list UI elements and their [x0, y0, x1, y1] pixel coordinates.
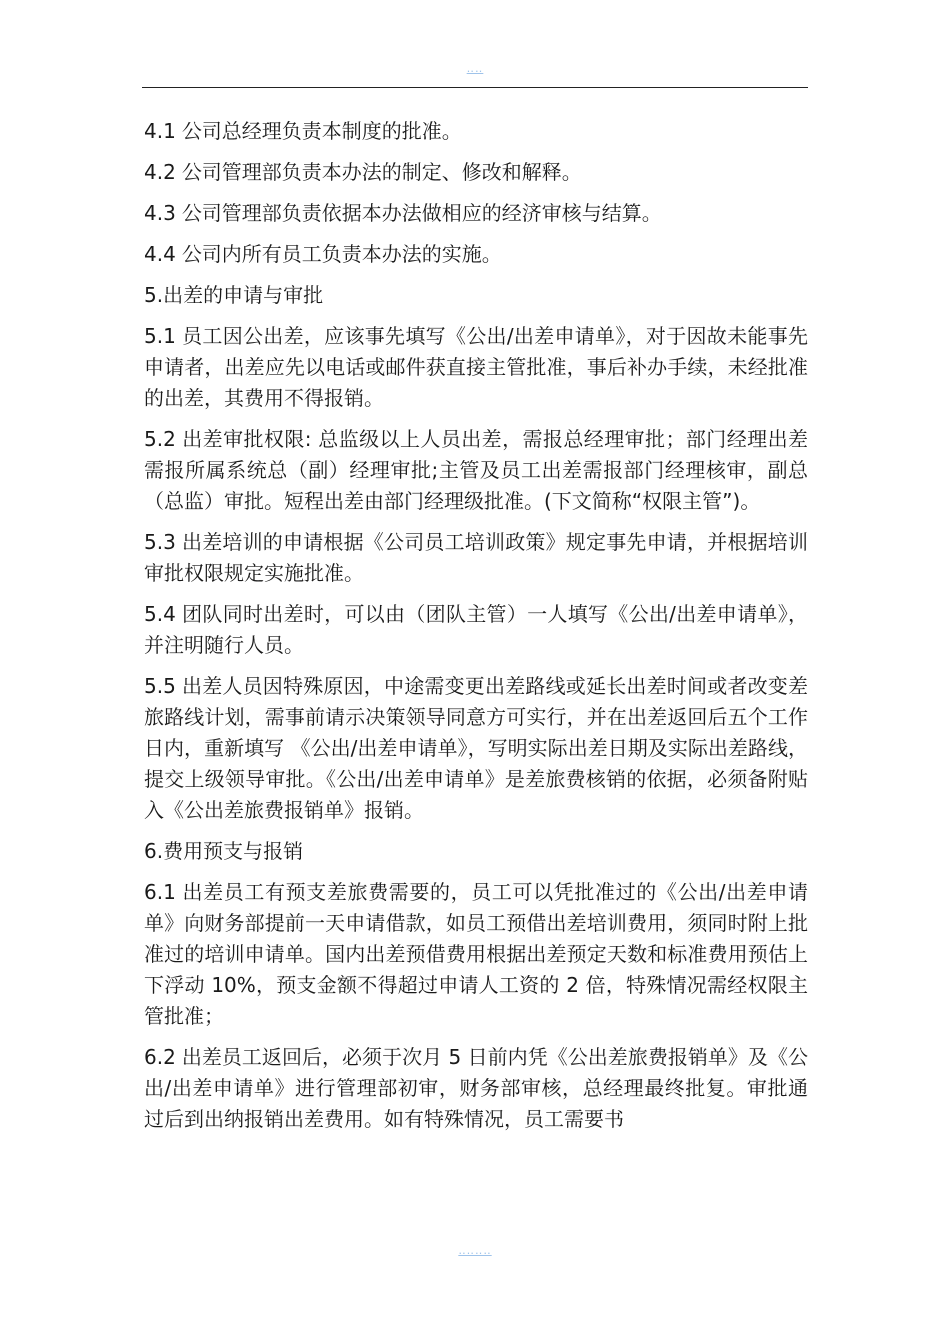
- paragraph-6-2: [144, 1042, 808, 1135]
- paragraph-5-4: [144, 599, 808, 661]
- header-rule: [142, 87, 808, 88]
- paragraph-number: 5.2: [144, 427, 176, 451]
- section-heading-text: 6.费用预支与报销: [144, 839, 304, 863]
- paragraph-text: 公司管理部负责依据本办法做相应的经济审核与结算。: [181, 201, 662, 225]
- paragraph-text: 公司总经理负责本制度的批准。: [181, 119, 462, 143]
- paragraph-text: 出差审批权限: 总监级以上人员出差，需报总经理审批；部门经理出差需报所属系统总（副）经理审批;主管及员工出差需报部门经理核审，副总（总监）审批。短程出差由部门经理级批准。(下文简称“权限主管”)。: [144, 427, 808, 513]
- paragraph-number: 4.2: [144, 160, 176, 184]
- paragraph-text: 员工因公出差，应该事先填写《公出/出差申请单》，对于因故未能事先申请者，出差应先以电话或邮件获直接主管批准，事后补办手续，未经批准的出差，其费用不得报销。: [144, 324, 808, 410]
- section-heading-6: [144, 836, 808, 867]
- section-heading-text: 5.出差的申请与审批: [144, 283, 324, 307]
- paragraph-6-1: [144, 877, 808, 1032]
- document-body: [144, 116, 808, 1145]
- paragraph-5-1: [144, 321, 808, 414]
- paragraph-number: 5.3: [144, 530, 176, 554]
- paragraph-number: 4.3: [144, 201, 176, 225]
- paragraph-text: 出差员工返回后，必须于次月 5 日前内凭《公出差旅费报销单》及《公出/出差申请单》进行管理部初审，财务部审核，总经理最终批复。审批通过后到出纳报销出差费用。如有特殊情况，员工需要书: [144, 1045, 808, 1131]
- header-mark: ‥‥: [466, 62, 484, 75]
- paragraph-number: 6.2: [144, 1045, 176, 1069]
- paragraph-text: 团队同时出差时，可以由（团队主管）一人填写《公出/出差申请单》，并注明随行人员。: [144, 602, 808, 657]
- paragraph-4-2: [144, 157, 808, 188]
- paragraph-text: 出差员工有预支差旅费需要的，员工可以凭批准过的《公出/出差申请单》向财务部提前一天申请借款，如员工预借出差培训费用，须同时附上批准过的培训申请单。国内出差预借费用根据出差预定天数和标准费用预估上下浮动 10%，预支金额不得超过申请人工资的 2 倍，特殊情况需经权限主管批准；: [144, 880, 808, 1028]
- paragraph-5-5: [144, 671, 808, 826]
- paragraph-text: 出差人员因特殊原因，中途需变更出差路线或延长出差时间或者改变差旅路线计划，需事前请示决策领导同意方可实行，并在出差返回后五个工作日内，重新填写 《公出/出差申请单》，写明实际出差日期及实际出差路线，提交上级领导审批。《公出/出差申请单》是差旅费核销的依据，必须备附贴入《公出差旅费报销单》报销。: [144, 674, 808, 822]
- footer-mark: ‥‥‥‥: [458, 1244, 492, 1257]
- paragraph-4-3: [144, 198, 808, 229]
- paragraph-text: 公司内所有员工负责本办法的实施。: [181, 242, 502, 266]
- paragraph-5-2: [144, 424, 808, 517]
- paragraph-text: 出差培训的申请根据《公司员工培训政策》规定事先申请，并根据培训审批权限规定实施批准。: [144, 530, 808, 585]
- paragraph-4-4: [144, 239, 808, 270]
- paragraph-number: 5.5: [144, 674, 176, 698]
- paragraph-4-1: [144, 116, 808, 147]
- paragraph-5-3: [144, 527, 808, 589]
- section-heading-5: [144, 280, 808, 311]
- paragraph-number: 5.4: [144, 602, 176, 626]
- paragraph-text: 公司管理部负责本办法的制定、修改和解释。: [181, 160, 582, 184]
- paragraph-number: 6.1: [144, 880, 176, 904]
- paragraph-number: 5.1: [144, 324, 176, 348]
- paragraph-number: 4.4: [144, 242, 176, 266]
- paragraph-number: 4.1: [144, 119, 176, 143]
